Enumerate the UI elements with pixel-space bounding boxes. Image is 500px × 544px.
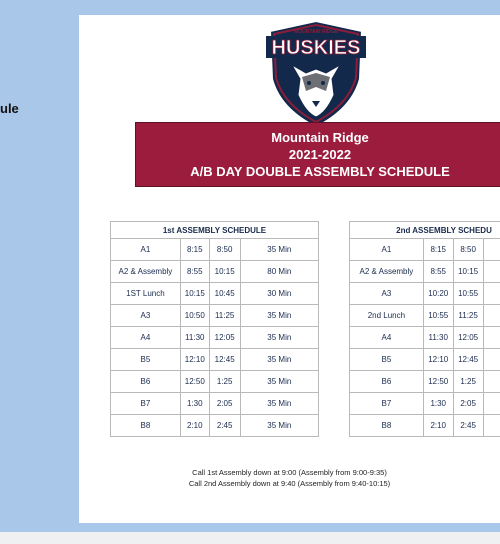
table-cell: A3 [111,305,181,327]
table-cell: 1ST Lunch [111,283,181,305]
table-cell: 12:50 [423,371,453,393]
table-cell: 8:55 [423,261,453,283]
table-row [111,239,319,261]
table-cell: 12:10 [180,349,209,371]
title-banner [135,122,500,187]
schedule-document [79,15,500,523]
table-cell: 10:55 [423,305,453,327]
table-cell: 10:55 [453,283,483,305]
table-cell: B6 [350,371,424,393]
table-cell: 1:30 [180,393,209,415]
table-cell: 10:50 [180,305,209,327]
bottom-strip [0,532,500,544]
table-cell: 10:15 [453,261,483,283]
table-cell: 2:05 [209,393,240,415]
table-row [350,283,500,305]
logo-wordmark: HUSKIES [271,37,361,59]
table-cell: 1:30 [423,393,453,415]
table-cell: 8:50 [453,239,483,261]
table-cell: 35 Min [240,239,318,261]
school-name: Mountain Ridge [271,130,369,145]
table-cell: 2:10 [423,415,453,437]
table-row [350,239,500,261]
table-cell [483,327,500,349]
table-cell: 35 Min [240,305,318,327]
table-cell: A1 [111,239,181,261]
table-cell: 8:55 [180,261,209,283]
table-cell: 8:15 [180,239,209,261]
table-cell: B7 [111,393,181,415]
table-cell: A2 & Assembly [111,261,181,283]
huskies-logo [262,17,370,131]
table-cell [483,239,500,261]
table-cell: 12:45 [453,349,483,371]
table-row [350,415,500,437]
table-cell: 2:45 [453,415,483,437]
table-cell: 8:15 [423,239,453,261]
first-assembly-title: 1st ASSEMBLY SCHEDULE [111,222,319,239]
table-cell: A2 & Assembly [350,261,424,283]
table-cell: 2:45 [209,415,240,437]
table-cell: 1:25 [453,371,483,393]
table-cell: A4 [350,327,424,349]
table-row [350,327,500,349]
table-cell: 35 Min [240,371,318,393]
table-cell: 12:05 [453,327,483,349]
table-cell: 2:05 [453,393,483,415]
table-cell: B8 [111,415,181,437]
table-cell: 12:05 [209,327,240,349]
table-cell: 35 Min [240,327,318,349]
table-cell: A4 [111,327,181,349]
table-cell: 1:25 [209,371,240,393]
table-cell: B8 [350,415,424,437]
table-cell: A3 [350,283,424,305]
table-row [350,305,500,327]
table-cell [483,415,500,437]
table-cell [483,305,500,327]
second-assembly-title: 2nd ASSEMBLY SCHEDU [350,222,500,239]
table-row [111,371,319,393]
left-text-fragment: ule [0,101,19,116]
table-row [111,305,319,327]
table-cell: 11:30 [180,327,209,349]
logo-top-text: MOUNTAIN RIDGE [294,29,338,35]
table-cell: 10:15 [180,283,209,305]
table-cell: 2:10 [180,415,209,437]
table-cell: 10:15 [209,261,240,283]
school-year: 2021-2022 [288,147,352,162]
table-cell: 8:50 [209,239,240,261]
table-cell: 35 Min [240,393,318,415]
table-cell: A1 [350,239,424,261]
assembly-call-note-2: Call 2nd Assembly down at 9:40 (Assembly from 9:40-10:15) [188,479,391,488]
table-row [350,371,500,393]
table-cell: B7 [350,393,424,415]
table-row [350,393,500,415]
assembly-call-note-1: Call 1st Assembly down at 9:00 (Assembly from 9:00-9:35) [192,468,387,477]
table-cell: 12:50 [180,371,209,393]
table-cell: 2nd Lunch [350,305,424,327]
table-cell: 11:25 [209,305,240,327]
table-cell: B6 [111,371,181,393]
schedule-title: A/B DAY DOUBLE ASSEMBLY SCHEDULE [190,164,450,179]
table-cell: B5 [111,349,181,371]
table-cell [483,261,500,283]
second-assembly-table [349,221,500,437]
table-cell: 10:45 [209,283,240,305]
table-row [111,283,319,305]
table-row [111,393,319,415]
table-cell: 80 Min [240,261,318,283]
table-cell: 11:30 [423,327,453,349]
table-row [111,261,319,283]
table-cell: 35 Min [240,349,318,371]
table-cell [483,283,500,305]
table-row [350,261,500,283]
table-row [111,349,319,371]
table-row [111,327,319,349]
table-cell: 10:20 [423,283,453,305]
table-cell: 12:45 [209,349,240,371]
table-cell [483,349,500,371]
table-cell [483,393,500,415]
table-row [350,349,500,371]
table-cell: B5 [350,349,424,371]
table-row [111,415,319,437]
table-cell: 12:10 [423,349,453,371]
table-cell: 35 Min [240,415,318,437]
table-cell: 30 Min [240,283,318,305]
first-assembly-table [110,221,319,437]
table-cell [483,371,500,393]
table-cell: 11:25 [453,305,483,327]
